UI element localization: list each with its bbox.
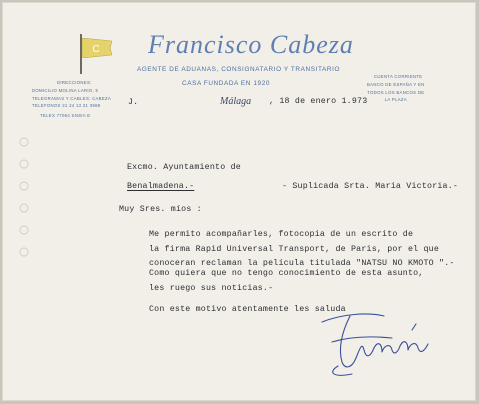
body-paragraph-1 <box>149 228 455 272</box>
directions-line: TELEGRAMAS Y CABLES: CABEZA <box>32 95 112 101</box>
banking-title: CUENTA CORRIENTE <box>374 74 423 79</box>
company-name: Francisco Cabeza <box>148 30 354 59</box>
company-flag-logo <box>82 38 112 58</box>
body-line: Como quiera que no tengo conocimiento de esta asunto, <box>149 269 424 278</box>
addressee-town: Benalmadena.- <box>127 182 195 191</box>
handwritten-signature <box>312 302 442 380</box>
banking-line: LA PLAZA <box>384 97 407 103</box>
flag-letter: C <box>92 44 100 55</box>
body-line: conoceran reclaman la película titulada "NATSU NO KMOTO ".- <box>149 259 455 268</box>
edge-stamp-mark <box>18 132 30 272</box>
banking-line: TODOS LOS BANCOS DE <box>367 89 425 95</box>
directions-line: DOMICILIO MOLINA LARIO, 5 <box>32 88 99 93</box>
body-line: les ruego sus noticias.- <box>149 283 274 293</box>
letter-sheet <box>2 2 476 401</box>
directions-title: DIRECCIONES: <box>57 80 92 85</box>
company-founded: CASA FUNDADA EN 1920 <box>182 80 271 87</box>
body-paragraph-2 <box>149 267 423 296</box>
banking-line: BANCO DE ESPAÑA Y EN <box>367 82 425 87</box>
banking-block <box>367 81 425 104</box>
directions-block <box>32 87 111 110</box>
reference-initial: J. <box>128 98 139 107</box>
telex-number: TELEX 77064 SNSIA E <box>40 113 91 118</box>
body-line: Me permito acompañarles, fotocopia de un escrito de <box>149 230 414 239</box>
salutation: Muy Sres. míos : <box>119 205 202 214</box>
body-line: la firma Rapid Universal Transport, de Paris, por el que <box>149 244 440 254</box>
flag-icon <box>82 38 112 58</box>
company-tagline: AGENTE DE ADUANAS, CONSIGNATARIO Y TRANSITARIO <box>137 66 341 73</box>
letter-date: , 18 de enero 1.973 <box>269 97 368 106</box>
addressee-line: Excmo. Ayuntamiento de <box>127 163 241 172</box>
letter-place: Málaga <box>220 96 252 107</box>
letter-subject: - Suplicada Srta. Maria Victoria.- <box>282 182 459 191</box>
closing-line: Con este motivo atentamente les saluda <box>149 305 346 314</box>
directions-line: TELEFONOS 21 24 13 21 3989 <box>32 103 101 109</box>
